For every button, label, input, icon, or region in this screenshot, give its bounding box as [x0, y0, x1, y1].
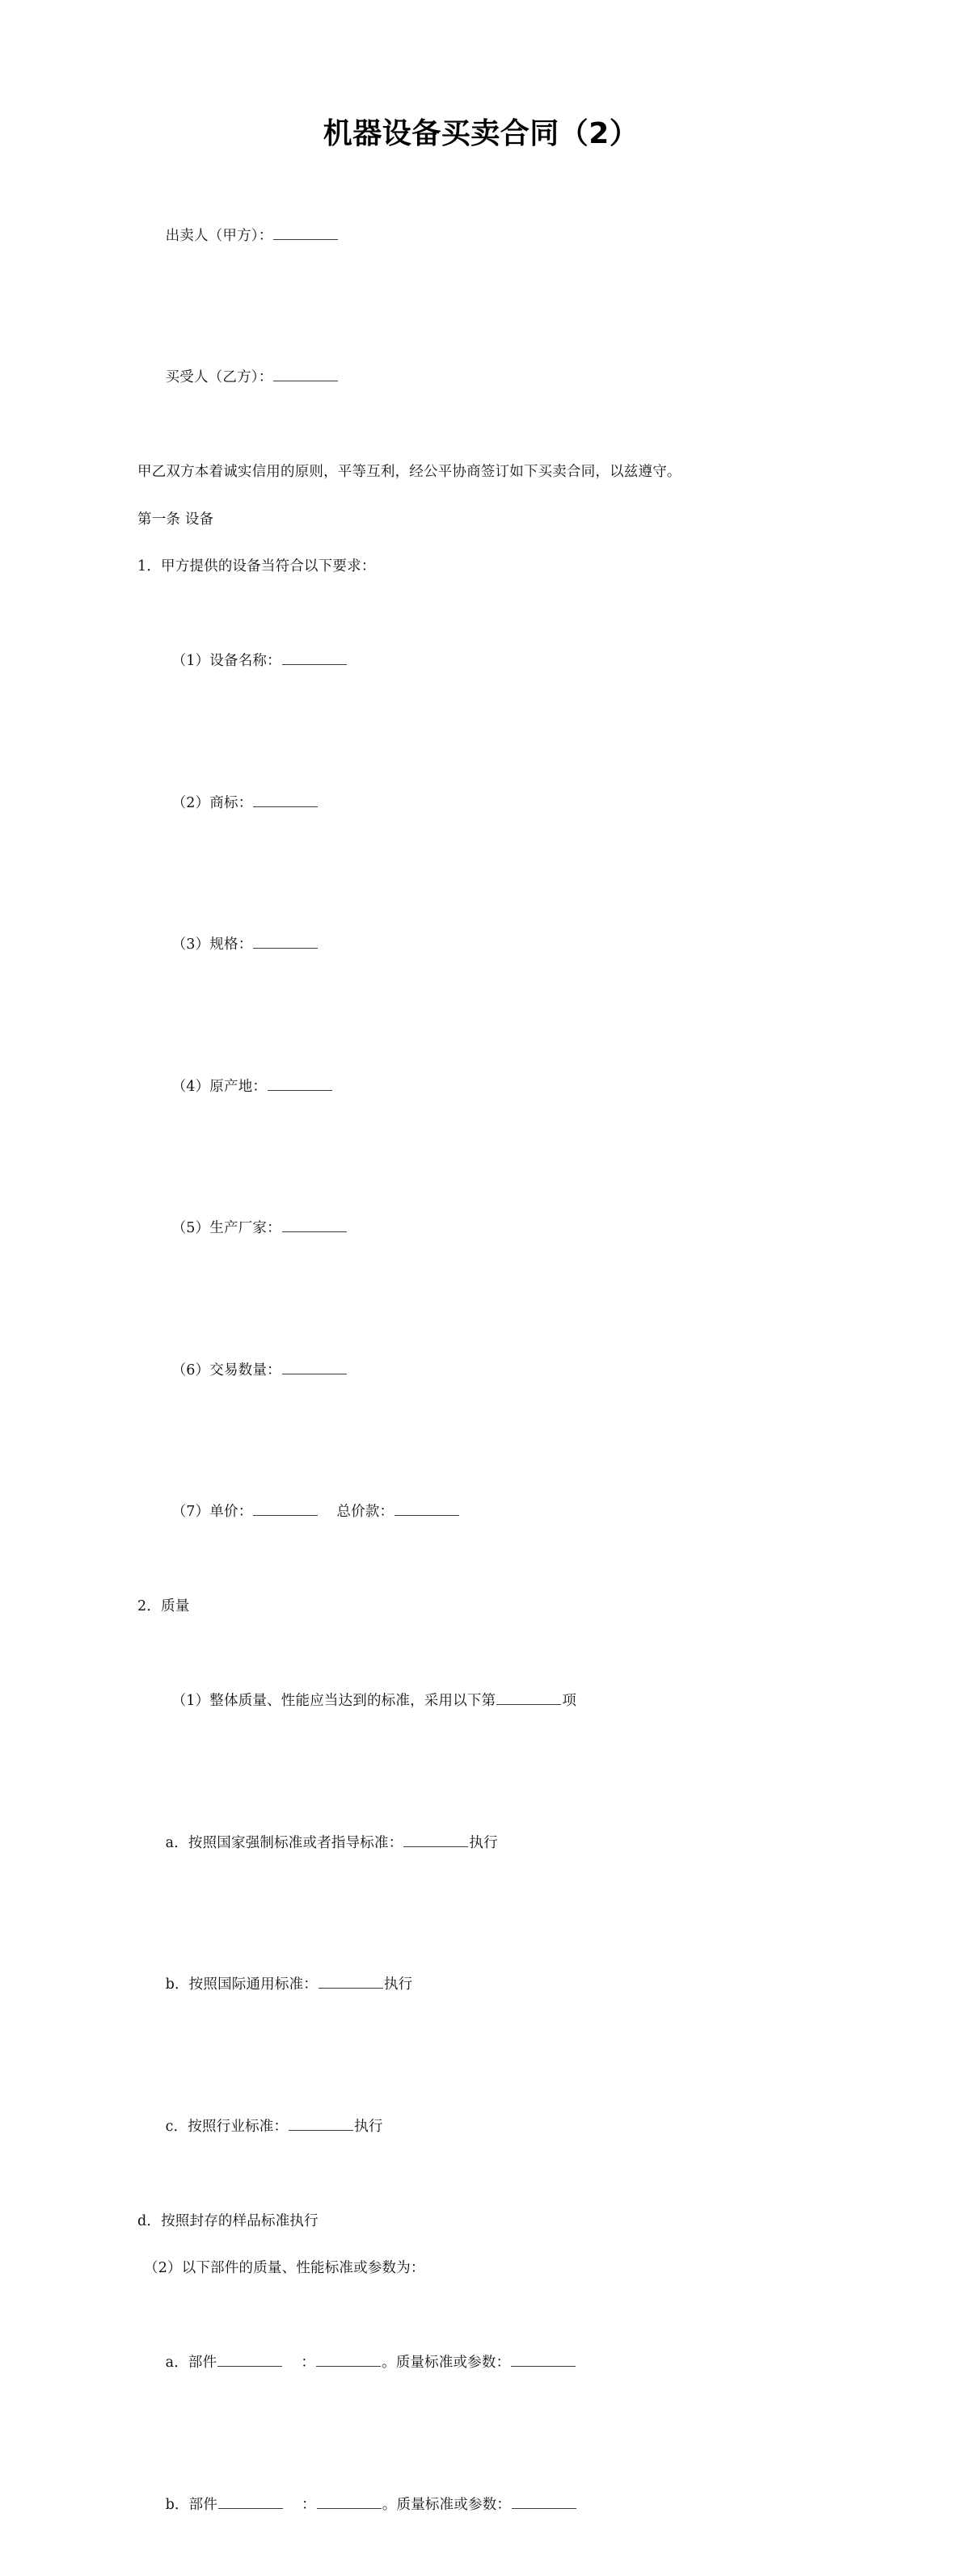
page-title: 机器设备买卖合同（2） [323, 117, 639, 150]
part-row-a-sep1: ： [301, 2355, 316, 2371]
part-row-a-value-blank[interactable] [316, 2352, 381, 2367]
buyer-blank[interactable] [273, 367, 338, 381]
equipment-item-quantity-label: （6）交易数量： [171, 1362, 281, 1378]
standard-option-c [137, 2056, 833, 2198]
equipment-item-trademark-blank[interactable] [253, 793, 318, 807]
part-row-a-standard-blank[interactable] [511, 2352, 576, 2367]
quality-standard-suffix: 项 [562, 1693, 577, 1709]
equipment-item-manufacturer-label: （5）生产厂家： [171, 1220, 281, 1236]
standard-option-d: d．按照封存的样品标准执行 [137, 2212, 319, 2229]
equipment-item-spec-label: （3）规格： [171, 937, 253, 953]
buyer-label: 买受人（乙方）： [165, 369, 273, 385]
standard-option-c-blank[interactable] [289, 2116, 353, 2131]
part-row-b-label: b．部件 [165, 2496, 218, 2513]
standard-option-a-prefix: a．按照国家强制标准或者指导标准： [165, 1834, 403, 1851]
seller-blank[interactable] [273, 225, 338, 240]
document-body [137, 165, 833, 2576]
equipment-item-trademark [137, 732, 833, 874]
part-row-b-sep1: ： [302, 2496, 316, 2513]
equipment-item-quantity [137, 1299, 833, 1442]
part-row-b-sep2: 。质量标准或参数： [382, 2496, 512, 2513]
equipment-item-origin [137, 1016, 833, 1158]
unit-price-blank[interactable] [253, 1501, 318, 1516]
equipment-item-price [137, 1442, 833, 1584]
unit-price-label: （7）单价： [171, 1504, 253, 1520]
equipment-item-name-label: （1）设备名称： [171, 653, 281, 669]
clause-2-heading: 2．质量 [137, 1598, 190, 1614]
part-row-a-sep2: 。质量标准或参数： [382, 2355, 511, 2371]
part-row-a-label: a．部件 [165, 2355, 217, 2371]
quality-standard-line [137, 1631, 833, 1773]
standard-option-b-prefix: b．按照国际通用标准： [165, 1976, 318, 1993]
parts-heading: （2）以下部件的质量、性能标准或参数为： [144, 2260, 425, 2276]
equipment-item-origin-label: （4）原产地： [171, 1078, 268, 1095]
preamble-paragraph: 甲乙双方本着诚实信用的原则，平等互利，经公平协商签订如下买卖合同，以兹遵守。 [137, 464, 681, 480]
seller-label: 出卖人（甲方）： [165, 227, 273, 244]
standard-option-c-prefix: c．按照行业标准： [165, 2118, 289, 2135]
total-price-blank[interactable] [395, 1501, 459, 1516]
part-row-a-name-blank[interactable] [217, 2352, 282, 2367]
equipment-item-manufacturer-blank[interactable] [282, 1218, 347, 1232]
part-row-b-name-blank[interactable] [218, 2494, 283, 2509]
equipment-item-origin-blank[interactable] [268, 1076, 332, 1091]
quality-standard-prefix: （1）整体质量、性能应当达到的标准，采用以下第 [171, 1693, 496, 1709]
total-price-label: 总价款： [336, 1504, 395, 1520]
part-row-a [137, 2292, 833, 2435]
equipment-item-name [137, 591, 833, 733]
equipment-item-name-blank[interactable] [282, 650, 347, 665]
standard-option-a-suffix: 执行 [469, 1834, 498, 1851]
quality-standard-blank[interactable] [496, 1690, 561, 1705]
part-row-b [137, 2434, 833, 2576]
standard-option-c-suffix: 执行 [354, 2118, 383, 2135]
equipment-item-spec-blank[interactable] [253, 934, 318, 949]
standard-option-b [137, 1914, 833, 2056]
equipment-item-quantity-blank[interactable] [282, 1360, 347, 1374]
equipment-item-trademark-label: （2）商标： [171, 794, 253, 811]
standard-option-a-blank[interactable] [403, 1833, 468, 1847]
part-row-b-standard-blank[interactable] [512, 2494, 576, 2509]
buyer-line [137, 307, 833, 449]
standard-option-b-suffix: 执行 [383, 1976, 413, 1993]
standard-option-b-blank[interactable] [319, 1974, 383, 1989]
article-one-heading: 第一条 设备 [137, 511, 214, 528]
clause-1-heading: 1．甲方提供的设备当符合以下要求： [137, 558, 376, 575]
equipment-item-manufacturer [137, 1158, 833, 1300]
standard-option-a [137, 1772, 833, 1914]
equipment-item-spec [137, 874, 833, 1017]
seller-line [137, 165, 833, 307]
part-row-b-value-blank[interactable] [317, 2494, 382, 2509]
